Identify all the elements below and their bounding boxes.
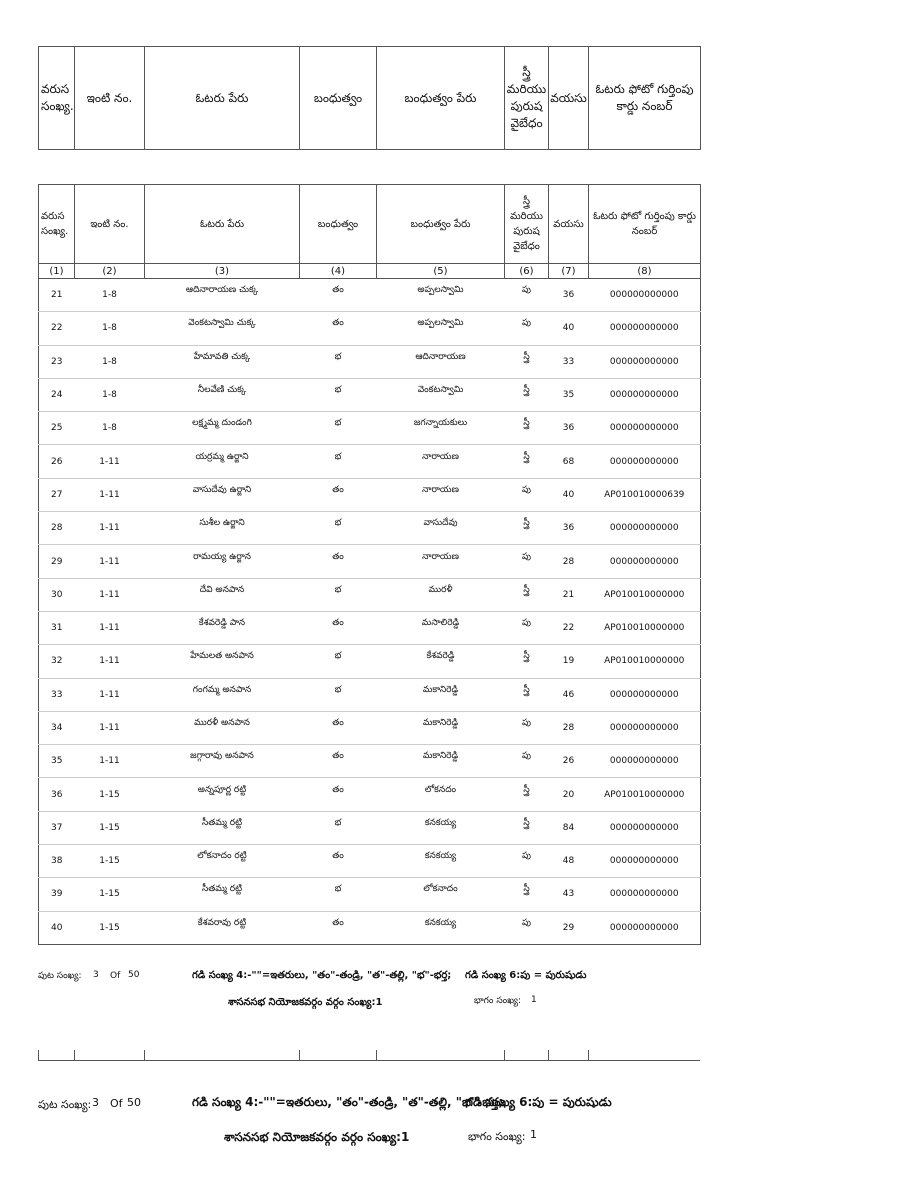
table-row [39, 778, 701, 811]
cell-relation: భ [300, 412, 377, 445]
cell-serial: 27 [39, 478, 75, 511]
cell-age: 36 [549, 279, 589, 312]
part-label: భాగం సంఖ్య: [474, 996, 522, 1006]
cell-relation: భ [300, 445, 377, 478]
cell-relation-name: నారాయణ [377, 445, 505, 478]
legend-column-6: గడి సంఖ్య 6:పు = పురుషుడు [465, 970, 587, 981]
cell-gender: స్త్రీ [505, 345, 549, 378]
header-voter-name: ఓటరు పేరు [145, 47, 300, 150]
cell-relation-name: కనకయ్య [377, 845, 505, 878]
constituency-label: శాసనసభ నియోజకవర్గం వర్గం సంఖ్య:1 [228, 997, 383, 1008]
table-header-card-no: ఓటరు ఫోటో గుర్తింపు కార్డు నంబర్ [589, 185, 701, 264]
cell-voter-name: లక్ష్మమ్మ దుండంగి [145, 412, 300, 445]
legend-column-6: గడి సంఖ్య 6:పు = పురుషుడు [466, 1095, 612, 1109]
cell-relation-name: మకానిరెడ్డి [377, 745, 505, 778]
cell-voter-name: గంగమ్మ అనపాన [145, 678, 300, 711]
table-row [39, 878, 701, 911]
total-pages: 50 [127, 1096, 141, 1109]
cell-age: 33 [549, 345, 589, 378]
header-relation: బంధుత్వం [300, 47, 377, 150]
cell-gender: పు [505, 611, 549, 644]
cell-relation: తం [300, 478, 377, 511]
table-row [39, 378, 701, 411]
table-header-serial: వరుస సంఖ్య. [39, 185, 75, 264]
cell-serial: 36 [39, 778, 75, 811]
cell-relation-name: కేశవరెడ్డి [377, 645, 505, 678]
table-header-voter-name: ఓటరు పేరు [145, 185, 300, 264]
cell-card-no: 000000000000 [589, 711, 701, 744]
cell-house-no: 1-11 [75, 512, 145, 545]
cell-age: 26 [549, 745, 589, 778]
table-row [39, 911, 701, 944]
cell-gender: పు [505, 845, 549, 878]
cell-serial: 28 [39, 512, 75, 545]
header-gender: స్త్రీ మరియు పురుష వైబేధం [505, 47, 549, 150]
table-header-house-no: ఇంటి నం. [75, 185, 145, 264]
cell-house-no: 1-15 [75, 811, 145, 844]
part-number: 1 [530, 1128, 537, 1141]
table-row [39, 745, 701, 778]
table-row [39, 312, 701, 345]
cell-serial: 37 [39, 811, 75, 844]
cell-house-no: 1-15 [75, 845, 145, 878]
top-header-table [38, 46, 701, 150]
cell-serial: 32 [39, 645, 75, 678]
cell-card-no: 000000000000 [589, 745, 701, 778]
cell-house-no: 1-11 [75, 745, 145, 778]
cell-relation: తం [300, 545, 377, 578]
cell-relation: భ [300, 645, 377, 678]
cell-voter-name: దేవి అనపాన [145, 578, 300, 611]
cell-relation: తం [300, 778, 377, 811]
cell-relation-name: మకానిరెడ్డి [377, 711, 505, 744]
cell-card-no: 000000000000 [589, 811, 701, 844]
cell-house-no: 1-11 [75, 711, 145, 744]
cell-gender: స్త్రీ [505, 778, 549, 811]
table-border-strip [38, 1050, 700, 1061]
cell-age: 43 [549, 878, 589, 911]
cell-gender: పు [505, 478, 549, 511]
cell-relation-name: అప్పలస్వామి [377, 312, 505, 345]
cell-gender: స్త్రీ [505, 878, 549, 911]
cell-relation-name: నారాయణ [377, 545, 505, 578]
constituency-label: శాసనసభ నియోజకవర్గం వర్గం సంఖ్య:1 [224, 1130, 410, 1144]
cell-voter-name: కేశవరావు రట్టి [145, 911, 300, 944]
table-row [39, 512, 701, 545]
column-number: (2) [75, 264, 145, 279]
cell-serial: 22 [39, 312, 75, 345]
cell-house-no: 1-15 [75, 778, 145, 811]
cell-voter-name: హేమలత అనపాన [145, 645, 300, 678]
table-row [39, 578, 701, 611]
cell-gender: పు [505, 711, 549, 744]
cell-voter-name: సీతమ్మ రట్టి [145, 878, 300, 911]
table-row [39, 478, 701, 511]
cell-gender: స్త్రీ [505, 578, 549, 611]
cell-relation: తం [300, 711, 377, 744]
cell-voter-name: లోకనాదం రట్టి [145, 845, 300, 878]
cell-gender: పు [505, 545, 549, 578]
cell-age: 46 [549, 678, 589, 711]
cell-voter-name: హేమావతి చుక్క [145, 345, 300, 378]
cell-gender: పు [505, 911, 549, 944]
cell-relation: భ [300, 578, 377, 611]
page-footer-large [38, 1092, 700, 1152]
cell-voter-name: రామయ్య ఉర్జాన [145, 545, 300, 578]
table-row [39, 678, 701, 711]
cell-card-no: 000000000000 [589, 312, 701, 345]
cell-age: 68 [549, 445, 589, 478]
cell-gender: స్త్రీ [505, 378, 549, 411]
column-number: (4) [300, 264, 377, 279]
cell-house-no: 1-15 [75, 911, 145, 944]
cell-relation-name: వెంకటస్వామి [377, 378, 505, 411]
cell-card-no: AP010010000000 [589, 645, 701, 678]
header-age: వయసు [549, 47, 589, 150]
header-relation-name: బంధుత్వం పేరు [377, 47, 505, 150]
cell-house-no: 1-8 [75, 312, 145, 345]
cell-relation-name: కనకయ్య [377, 811, 505, 844]
cell-gender: పు [505, 745, 549, 778]
cell-voter-name: సుశీల ఉర్జాని [145, 512, 300, 545]
cell-card-no: 000000000000 [589, 345, 701, 378]
table-row [39, 545, 701, 578]
cell-house-no: 1-8 [75, 378, 145, 411]
cell-relation-name: మసాలిరెడ్డి [377, 611, 505, 644]
cell-card-no: 000000000000 [589, 878, 701, 911]
cell-relation-name: నారాయణ [377, 478, 505, 511]
cell-age: 40 [549, 478, 589, 511]
cell-age: 36 [549, 512, 589, 545]
cell-relation: భ [300, 811, 377, 844]
page-label: పుట సంఖ్య: [38, 971, 82, 981]
cell-house-no: 1-11 [75, 478, 145, 511]
cell-age: 20 [549, 778, 589, 811]
cell-card-no: AP010010000000 [589, 578, 701, 611]
cell-relation-name: కనకయ్య [377, 911, 505, 944]
cell-house-no: 1-11 [75, 645, 145, 678]
page-of: Of [110, 971, 121, 981]
legend-column-4: గడి సంఖ్య 4:-""=ఇతరులు, "తం"-తండ్రి, "త"-తల్లి, "భ"-భర్త; [192, 970, 452, 981]
cell-voter-name: యర్రమ్మ ఉర్జాని [145, 445, 300, 478]
cell-voter-name: జగ్గారావు అనపాన [145, 745, 300, 778]
column-number: (5) [377, 264, 505, 279]
column-number: (6) [505, 264, 549, 279]
table-header-relation-name: బంధుత్వం పేరు [377, 185, 505, 264]
cell-gender: స్త్రీ [505, 645, 549, 678]
column-number: (7) [549, 264, 589, 279]
table-row [39, 845, 701, 878]
cell-relation-name: లోకనాదం [377, 878, 505, 911]
cell-relation-name: ఆదినారాయణ [377, 345, 505, 378]
cell-age: 22 [549, 611, 589, 644]
cell-relation: భ [300, 378, 377, 411]
cell-house-no: 1-15 [75, 878, 145, 911]
cell-card-no: 000000000000 [589, 678, 701, 711]
cell-gender: పు [505, 312, 549, 345]
cell-serial: 21 [39, 279, 75, 312]
cell-relation: తం [300, 911, 377, 944]
cell-house-no: 1-11 [75, 545, 145, 578]
cell-serial: 38 [39, 845, 75, 878]
cell-card-no: 000000000000 [589, 512, 701, 545]
cell-house-no: 1-11 [75, 578, 145, 611]
cell-relation-name: అప్పలస్వామి [377, 279, 505, 312]
cell-relation: తం [300, 845, 377, 878]
cell-voter-name: ఆదినారాయణ చుక్క [145, 279, 300, 312]
cell-age: 84 [549, 811, 589, 844]
voter-table [38, 184, 701, 945]
cell-serial: 33 [39, 678, 75, 711]
table-row [39, 611, 701, 644]
page-label: పుట సంఖ్య: [38, 1098, 92, 1111]
cell-relation: భ [300, 345, 377, 378]
cell-house-no: 1-8 [75, 412, 145, 445]
cell-gender: స్త్రీ [505, 678, 549, 711]
table-header-relation: బంధుత్వం [300, 185, 377, 264]
cell-serial: 40 [39, 911, 75, 944]
legend-column-4: గడి సంఖ్య 4:-""=ఇతరులు, "తం"-తండ్రి, "త"-తల్లి, "భ"-భర్త; [192, 1095, 504, 1109]
cell-age: 28 [549, 545, 589, 578]
cell-card-no: 000000000000 [589, 545, 701, 578]
cell-serial: 26 [39, 445, 75, 478]
cell-relation: తం [300, 312, 377, 345]
cell-card-no: 000000000000 [589, 378, 701, 411]
header-serial: వరుస సంఖ్య. [39, 47, 75, 150]
table-row [39, 711, 701, 744]
column-number: (3) [145, 264, 300, 279]
cell-serial: 34 [39, 711, 75, 744]
cell-relation: తం [300, 279, 377, 312]
cell-age: 21 [549, 578, 589, 611]
cell-card-no: 000000000000 [589, 445, 701, 478]
cell-card-no: AP010010000000 [589, 778, 701, 811]
cell-relation-name: మకానిరెడ్డి [377, 678, 505, 711]
cell-relation-name: వాసుదేవు [377, 512, 505, 545]
table-row [39, 445, 701, 478]
cell-serial: 30 [39, 578, 75, 611]
cell-card-no: 000000000000 [589, 845, 701, 878]
table-row [39, 645, 701, 678]
cell-card-no: 000000000000 [589, 412, 701, 445]
cell-voter-name: అన్నపూర్ణ రట్టి [145, 778, 300, 811]
table-row [39, 412, 701, 445]
cell-relation: భ [300, 878, 377, 911]
part-number: 1 [531, 995, 537, 1005]
table-row [39, 279, 701, 312]
cell-serial: 25 [39, 412, 75, 445]
cell-serial: 35 [39, 745, 75, 778]
column-number: (1) [39, 264, 75, 279]
cell-voter-name: మురళీ అనపాన [145, 711, 300, 744]
table-header-gender: స్త్రీ మరియు పురుష వైబేధం [505, 185, 549, 264]
cell-relation: తం [300, 745, 377, 778]
cell-serial: 23 [39, 345, 75, 378]
cell-card-no: AP010010000000 [589, 611, 701, 644]
cell-serial: 24 [39, 378, 75, 411]
cell-voter-name: వెంకటస్వామి చుక్క [145, 312, 300, 345]
part-label: భాగం సంఖ్య: [468, 1130, 526, 1143]
table-row [39, 345, 701, 378]
cell-house-no: 1-8 [75, 345, 145, 378]
header-card-no: ఓటరు ఫోటో గుర్తింపు కార్డు నంబర్ [589, 47, 701, 150]
cell-card-no: 000000000000 [589, 279, 701, 312]
cell-card-no: 000000000000 [589, 911, 701, 944]
cell-house-no: 1-11 [75, 445, 145, 478]
cell-serial: 39 [39, 878, 75, 911]
page-number: 3 [92, 1096, 99, 1109]
cell-serial: 31 [39, 611, 75, 644]
cell-gender: స్త్రీ [505, 811, 549, 844]
page-of: Of [110, 1097, 123, 1110]
cell-relation: తం [300, 611, 377, 644]
cell-voter-name: నీలవేణి చుక్క [145, 378, 300, 411]
header-house-no: ఇంటి నం. [75, 47, 145, 150]
page-footer [38, 968, 700, 1008]
cell-voter-name: కేశవరెడ్డి పాన [145, 611, 300, 644]
cell-relation-name: మురళీ [377, 578, 505, 611]
cell-serial: 29 [39, 545, 75, 578]
cell-relation-name: జగన్నాయకులు [377, 412, 505, 445]
cell-gender: స్త్రీ [505, 412, 549, 445]
cell-gender: స్త్రీ [505, 445, 549, 478]
cell-age: 48 [549, 845, 589, 878]
cell-age: 36 [549, 412, 589, 445]
column-number: (8) [589, 264, 701, 279]
cell-age: 35 [549, 378, 589, 411]
cell-voter-name: వాసుదేవు ఉర్జాని [145, 478, 300, 511]
page-number: 3 [93, 970, 99, 980]
cell-age: 40 [549, 312, 589, 345]
total-pages: 50 [128, 970, 140, 980]
cell-house-no: 1-8 [75, 279, 145, 312]
cell-age: 19 [549, 645, 589, 678]
cell-age: 28 [549, 711, 589, 744]
cell-relation: భ [300, 512, 377, 545]
cell-voter-name: సీతమ్మ రట్టి [145, 811, 300, 844]
cell-house-no: 1-11 [75, 611, 145, 644]
table-row [39, 811, 701, 844]
cell-age: 29 [549, 911, 589, 944]
cell-relation-name: లోకనదం [377, 778, 505, 811]
cell-gender: పు [505, 279, 549, 312]
cell-card-no: AP010010000639 [589, 478, 701, 511]
cell-relation: భ [300, 678, 377, 711]
cell-gender: స్త్రీ [505, 512, 549, 545]
cell-house-no: 1-11 [75, 678, 145, 711]
table-header-age: వయసు [549, 185, 589, 264]
